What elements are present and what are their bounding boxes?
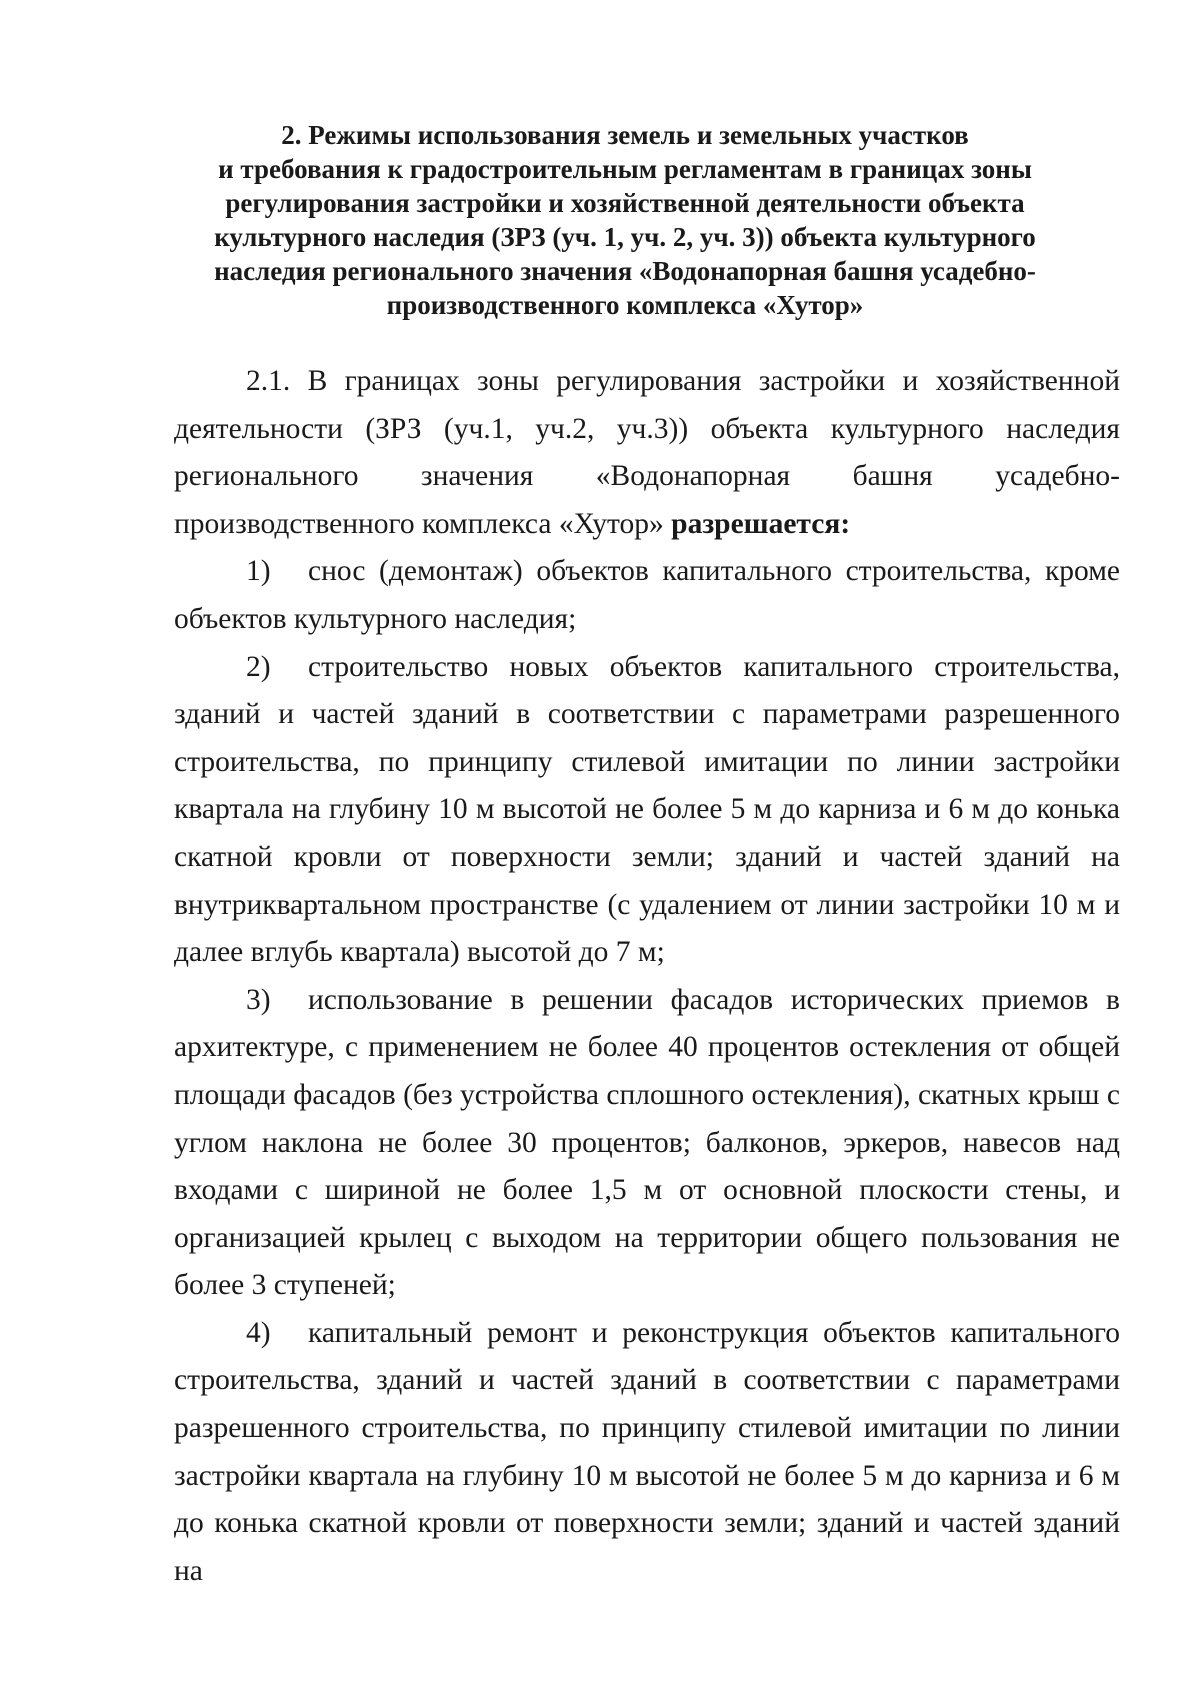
list-item [174,644,1120,977]
heading-line: культурного наследия (ЗРЗ (уч. 1, уч. 2, уч. 3)) объекта культурного [214,222,1036,252]
heading-line: наследия регионального значения «Водонапорная башня усадебно- [214,256,1036,286]
heading-line: регулирования застройки и хозяйственной деятельности объекта [225,188,1025,218]
list-item [174,977,1120,1310]
document-body [174,358,1120,1595]
permitted-label: разрешается: [671,507,851,540]
item-number: 1) [246,555,271,588]
intro-text: 2.1. В границах зоны регулирования застройки и хозяйственной деятельности (ЗРЗ (уч.1, уч.2, уч.3)) объекта культурного наследия регионального значения «Водонапорная башня усадебно-производственного комплекса «Хутор» [174,365,1120,540]
item-number: 4) [246,1316,271,1349]
item-text: снос (демонтаж) объектов капитального строительства, кроме объектов культурного наследия; [174,555,1120,635]
heading-line: и требования к градостроительным регламентам в границах зоны [218,154,1032,184]
list-item [174,1310,1120,1596]
heading-line: производственного комплекса «Хутор» [386,290,864,320]
list-item [174,548,1120,643]
item-text: строительство новых объектов капитального строительства, зданий и частей зданий в соответствии с параметрами разрешенного строительства, по принципу стилевой имитации по линии застройки квартала на глубину 10 м высотой не более 5 м до карниза и 6 м до конька скатной кровли от поверхности земли; зданий и частей зданий на внутриквартальном пространстве (с удалением от линии застройки 10 м и далее вглубь квартала) высотой до 7 м; [174,650,1120,969]
item-number: 2) [246,650,271,683]
item-text: капитальный ремонт и реконструкция объектов капитального строительства, зданий и частей зданий в соответствии с параметрами разрешенного строительства, по принципу стилевой имитации по линии застройки квартала на глубину 10 м высотой не более 5 м до карниза и 6 м до конька скатной кровли от поверхности земли; зданий и частей зданий на [174,1316,1120,1587]
item-text: использование в решении фасадов исторических приемов в архитектуре, с применением не более 40 процентов остекления от общей площади фасадов (без устройства сплошного остекления), скатных крыш с углом наклона не более 30 процентов; балконов, эркеров, навесов над входами с шириной не более 1,5 м от основной плоскости стены, и организацией крылец с выходом на территории общего пользования не более 3 ступеней; [174,983,1120,1302]
intro-paragraph [174,358,1120,548]
section-heading [160,118,1090,322]
heading-line: 2. Режимы использования земель и земельных участков [281,120,969,150]
item-number: 3) [246,983,271,1016]
